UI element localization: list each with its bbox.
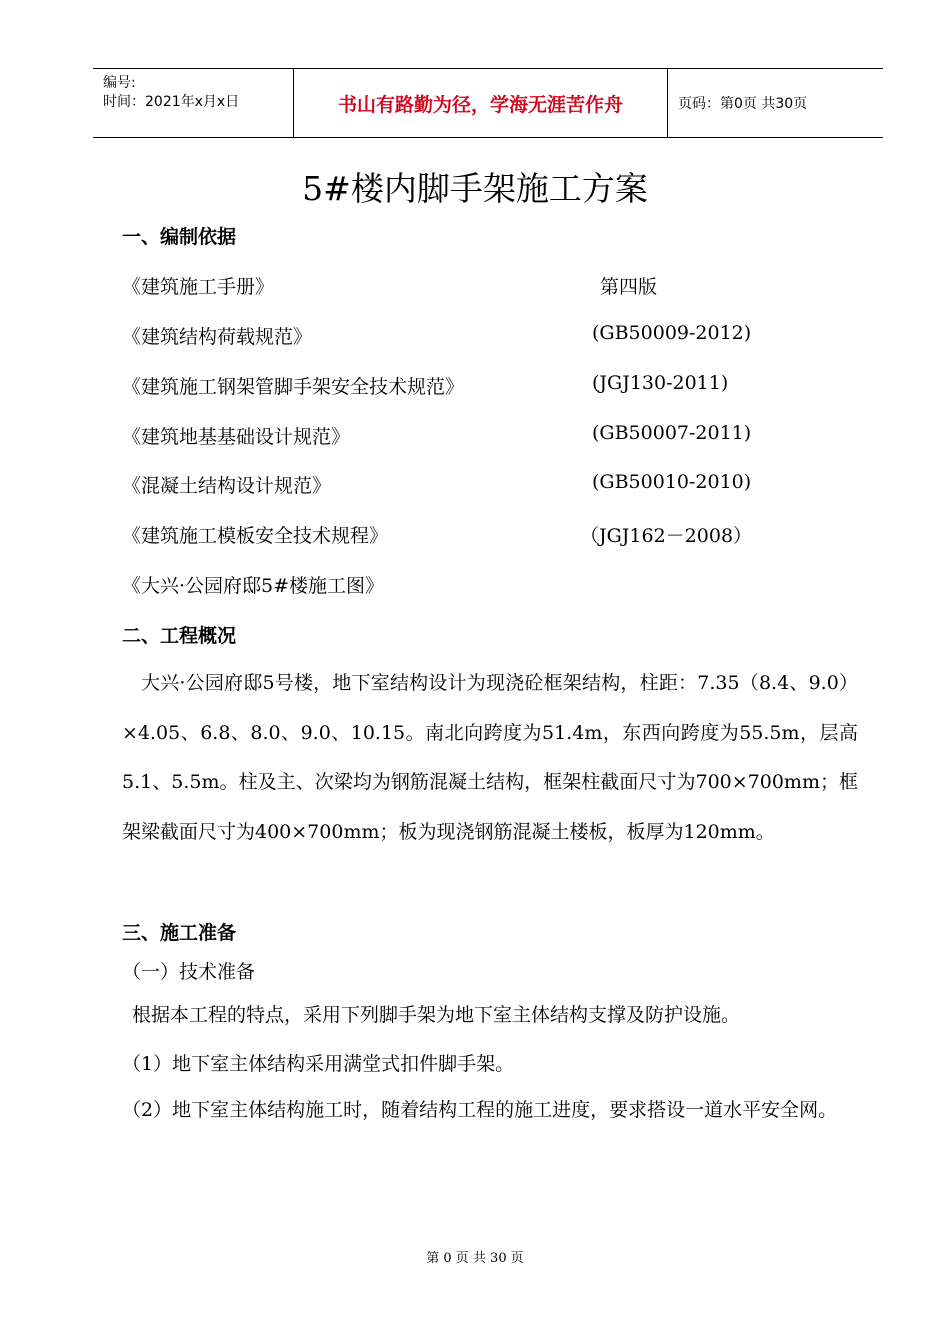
reference-name: 《建筑结构荷载规范》 bbox=[122, 326, 313, 348]
page-header bbox=[93, 68, 883, 138]
reference-name: 《混凝土结构设计规范》 bbox=[122, 475, 332, 497]
header-meta-cell bbox=[93, 69, 294, 137]
prep-item-2: （2）地下室主体结构施工时，随着结构工程的施工进度，要求搭设一道水平安全网。 bbox=[122, 1099, 838, 1121]
reference-code: （JGJ162－2008） bbox=[580, 525, 753, 547]
prep-intro: 根据本工程的特点，采用下列脚手架为地下室主体结构支撑及防护设施。 bbox=[132, 1004, 741, 1026]
prep-item-1: （1）地下室主体结构采用满堂式扣件脚手架。 bbox=[122, 1053, 515, 1075]
page-footer: 第 0 页 共 30 页 bbox=[426, 1251, 524, 1266]
subsection-technical-prep: （一）技术准备 bbox=[122, 961, 256, 983]
header-page-info: 页码：第0页 共30页 bbox=[678, 96, 808, 112]
reference-code: 第四版 bbox=[600, 276, 658, 298]
reference-code: (GB50007-2011) bbox=[592, 422, 752, 444]
reference-name: 《建筑施工手册》 bbox=[122, 276, 275, 298]
document-title: 5#楼内脚手架施工方案 bbox=[302, 169, 648, 208]
reference-code: (GB50009-2012) bbox=[592, 322, 752, 344]
overview-paragraph: 大兴·公园府邸5号楼，地下室结构设计为现浇砼框架结构，柱距：7.35（8.4、9.0）×4.05、6.8、8.0、9.0、10.15。南北向跨度为51.4m，东西向跨度为55.5m，层高5.1、5.5m。柱及主、次梁均为钢筋混凝土结构，框架柱截面尺寸为700×700mm；框架梁截面尺寸为400×700mm；板为现浇钢筋混凝土楼板，板厚为120mm。 bbox=[122, 672, 858, 843]
reference-name: 《建筑地基基础设计规范》 bbox=[122, 426, 351, 448]
number-label: 编号: bbox=[103, 75, 136, 91]
header-motto: 书山有路勤为径，学海无涯苦作舟 bbox=[294, 69, 668, 137]
reference-name: 《建筑施工模板安全技术规程》 bbox=[122, 525, 389, 547]
reference-code: (GB50010-2010) bbox=[592, 471, 752, 493]
reference-name: 《大兴·公园府邸5#楼施工图》 bbox=[122, 575, 385, 597]
section-heading-preparation: 三、施工准备 bbox=[122, 922, 237, 944]
time-label: 时间：2021年x月x日 bbox=[103, 94, 240, 110]
reference-name: 《建筑施工钢架管脚手架安全技术规范》 bbox=[122, 376, 465, 398]
section-heading-overview: 二、工程概况 bbox=[122, 625, 237, 647]
reference-code: (JGJ130-2011) bbox=[592, 372, 729, 394]
section-heading-basis: 一、编制依据 bbox=[122, 226, 237, 248]
